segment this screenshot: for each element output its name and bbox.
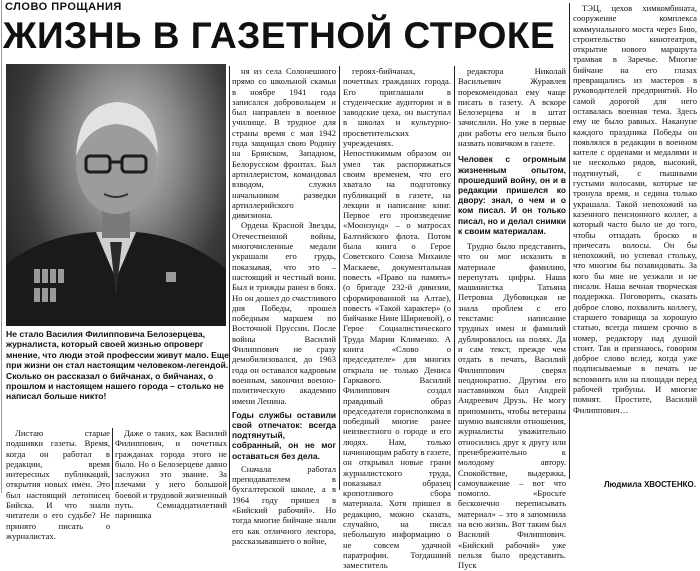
column-4-text: [458, 66, 566, 571]
column-2-text: [232, 66, 336, 546]
column-divider: [339, 66, 340, 490]
column-5-paragraph: ТЭЦ, цехов химкомбината, сооружение комплекса коммунального моста через Бию, строительство кинотеатров, открытие нового маршрута трамвая в Заречье. Многие бийчане на его глазах превращались из мастеров в руководителей предприятий. Но самой дорогой для него оставалась военная тема. Здесь ему не было равных. Накануне каждого праздника Победы он появлялся в редакции в военном кителе с орденами и медалями и не несколько рядов, высокий, подтянутый, с пышными густыми волосами, которые не тронула время, и седина только украшала. Такой непохожий на казенного пенсионного коллег, а который часто было не до того, чтобы отпадать броско и причесать волосы. Он бы непохожий, но успевал стольку, что многим бы позавидовать. За кого бы мне не уезжали и не писали. Наша вечная творческая поддержка. Поговорить, сказать доброе слово, похвалить коллегу, старшего товарища за хорошую статью, всегда пишем срочно в номер, редактору над душой стоит. Так и признаюсь, говорим доброе слово вслед, когда уже подписываемые в печать не вспомнить или на площади перед рабочей трибуны. И многие помнят. Простите, Василий Филиппович…: [573, 3, 697, 415]
rubric-label: СЛОВО ПРОЩАНИЯ: [5, 1, 122, 13]
column-4-paragraph-2: Трудно было представить, что он мог исказить в материале фамилию, перепутать цифры. Наша машинистка Татьяна Петровна Дубовицкая не знала проблем с его текстами: написание трудных имен и фамилий дублировалось на полях. Да и сам текст, прежде чем отдать в печать, Василий Филиппович сверял неоднократно. Другим его наставником был Андрей Андреевич Друзь. Не могу припомнить, чтобы ветераны шумно выясняли отношения, журналисты уважительно относились друг к другу или пренебрежительно к молодому автору. Спокойствие, выдержка, самоуважение – вот что помогло. «Бросьте бесконечно переписывать материал» – это я запомнила на всю жизнь. Вот таким был Василий Филиппович. «Бийский рабочий» уже нельзя было представить. Пуск: [458, 241, 566, 571]
column-4-paragraph-1: редактора Николай Васильевич Журавлев порекомендовал ему чаще писать в газету. А вскоре Белозерцева и в штат зачислили. Но уже в первые дни работы его нельзя было назвать новичком в газете.: [458, 66, 566, 149]
column-2-paragraph-3: Сначала работал преподавателем в бухгалтерской школе, а в 1964 году пришел в «Бийский рабочий». Но тогда многие бийчане знали его как отличного лектора, рассказывавшего о войне,: [232, 463, 336, 546]
photo-caption: Не стало Василия Филипповича Белозерцева, журналиста, который своей жизнью опроверг мнение, что люди этой профессии живут мало. Еще при жизни он стал настоящим человеком-легендой. Сколько он рассказал о бийчанах, о бийчанах, о прошлом и настоящем нашего города – столько не написал больше никто!: [6, 329, 229, 402]
column-divider: [454, 66, 455, 490]
column-1-text: [6, 428, 110, 541]
column-2-paragraph-1: ня из села Солонешного прямо со школьной скамьи в ноябре 1941 года записался добровольцем и был направлен в военное училище. В трудное для страны время с мая 1942 года защищал свою Родину на Брянском, Западном, Белорусском фронтах. Был артиллеристом, командовал взводом, служил начальником разведки артиллерийского дивизиона.: [232, 66, 336, 221]
column-2-lower-text: [115, 428, 227, 521]
portrait-photo: [6, 64, 226, 326]
column-divider: [112, 428, 113, 490]
column-4-pullquote: Человек с огромным жизненным опытом, прошедший войну, он и в редакции пришелся ко двору: знал, о чем и о ком писал. И он только писал, но и делал снимки к своим материалам.: [458, 154, 566, 236]
column-divider: [229, 66, 230, 490]
portrait-illustration: [6, 64, 226, 326]
column-1-paragraph: Листаю старые подшивки газеты. Время, когда он работал в редакции, время интересных публикаций, открытия новых имен. Это был настоящий летописец Бийска. И что знали читатели о его судьбе? Не принято писать о журналистах.: [6, 428, 110, 541]
column-2-pullquote: Годы службы оставили свой отпечаток: всегда подтянутый, собранный, он не мог оставаться без дела.: [232, 409, 336, 461]
column-2-lower-paragraph: Даже о таких, как Василий Филиппович, и почетных гражданах города этого не было. Но о Белозерцеве давно заслужил это звание. За плечами у него большой боевой и трудовой жизненный путь. Семнадцатилетний парнишка: [115, 428, 227, 521]
column-divider: [569, 3, 570, 479]
author-signature: Людмила ХВОСТЕНКО.: [603, 480, 696, 489]
column-5-text: [573, 3, 697, 477]
column-3-paragraph: героях-бийчанах, почетных гражданах города. Его приглашали в студенческие аудитории и в заводские цеха, он выступал в школах и культурно-просветительских учреждениях. Непостижимым образом он умел так распоряжаться своим временем, что его хватало на подготовку публикаций в газете, на лекции и написание книг. Первое его произведение «Моонзунд» – о матросах Балтийского флота. Потом была книга о Герое Советского Союза Михаиле Маскаеве, документальная повесть «Право на память» (о бригаде 232-й дивизии, сформированной на Алтае), повесть «Такой характер» (о бийчанке Нине Шириевой), о Герое Социалистического Труда Марии Клименко. А книга «Слово о председателе» для многих открыла не только Дениса Гаркавого. Василий Филиппович создал правдивый образ председателя горисполкома в победный многие ранее неизвестного о городе и его людях. Нам, только начинающим работу в газете, он открывал новые грани журналистского труда, показывал образец кропотливого сбора материала. Хотя пришел в редакцию, можно сказать, случайно, на писал небольшую информацию о не совсем удачной паратрофии. Тогдашний заместитель: [343, 66, 451, 571]
column-2-paragraph-2: Ордена Красной Звезды, Отечественной войны, многочисленные медали украшали его грудь, показывая, что это – настоящий и честный воин. Был и трижды ранен в боях. Но он дошел до счастливого дня Победы, прошел победным маршем по Восточной Пруссии. После войны Василий Филиппович не сразу демобилизовался, до 1963 года он оставался кадровым военным, закончил военно-политическую академию имени Ленина.: [232, 220, 336, 406]
article-headline: ЖИЗНЬ В ГАЗЕТНОЙ СТРОКЕ: [3, 15, 556, 56]
column-3-text: [343, 66, 451, 571]
